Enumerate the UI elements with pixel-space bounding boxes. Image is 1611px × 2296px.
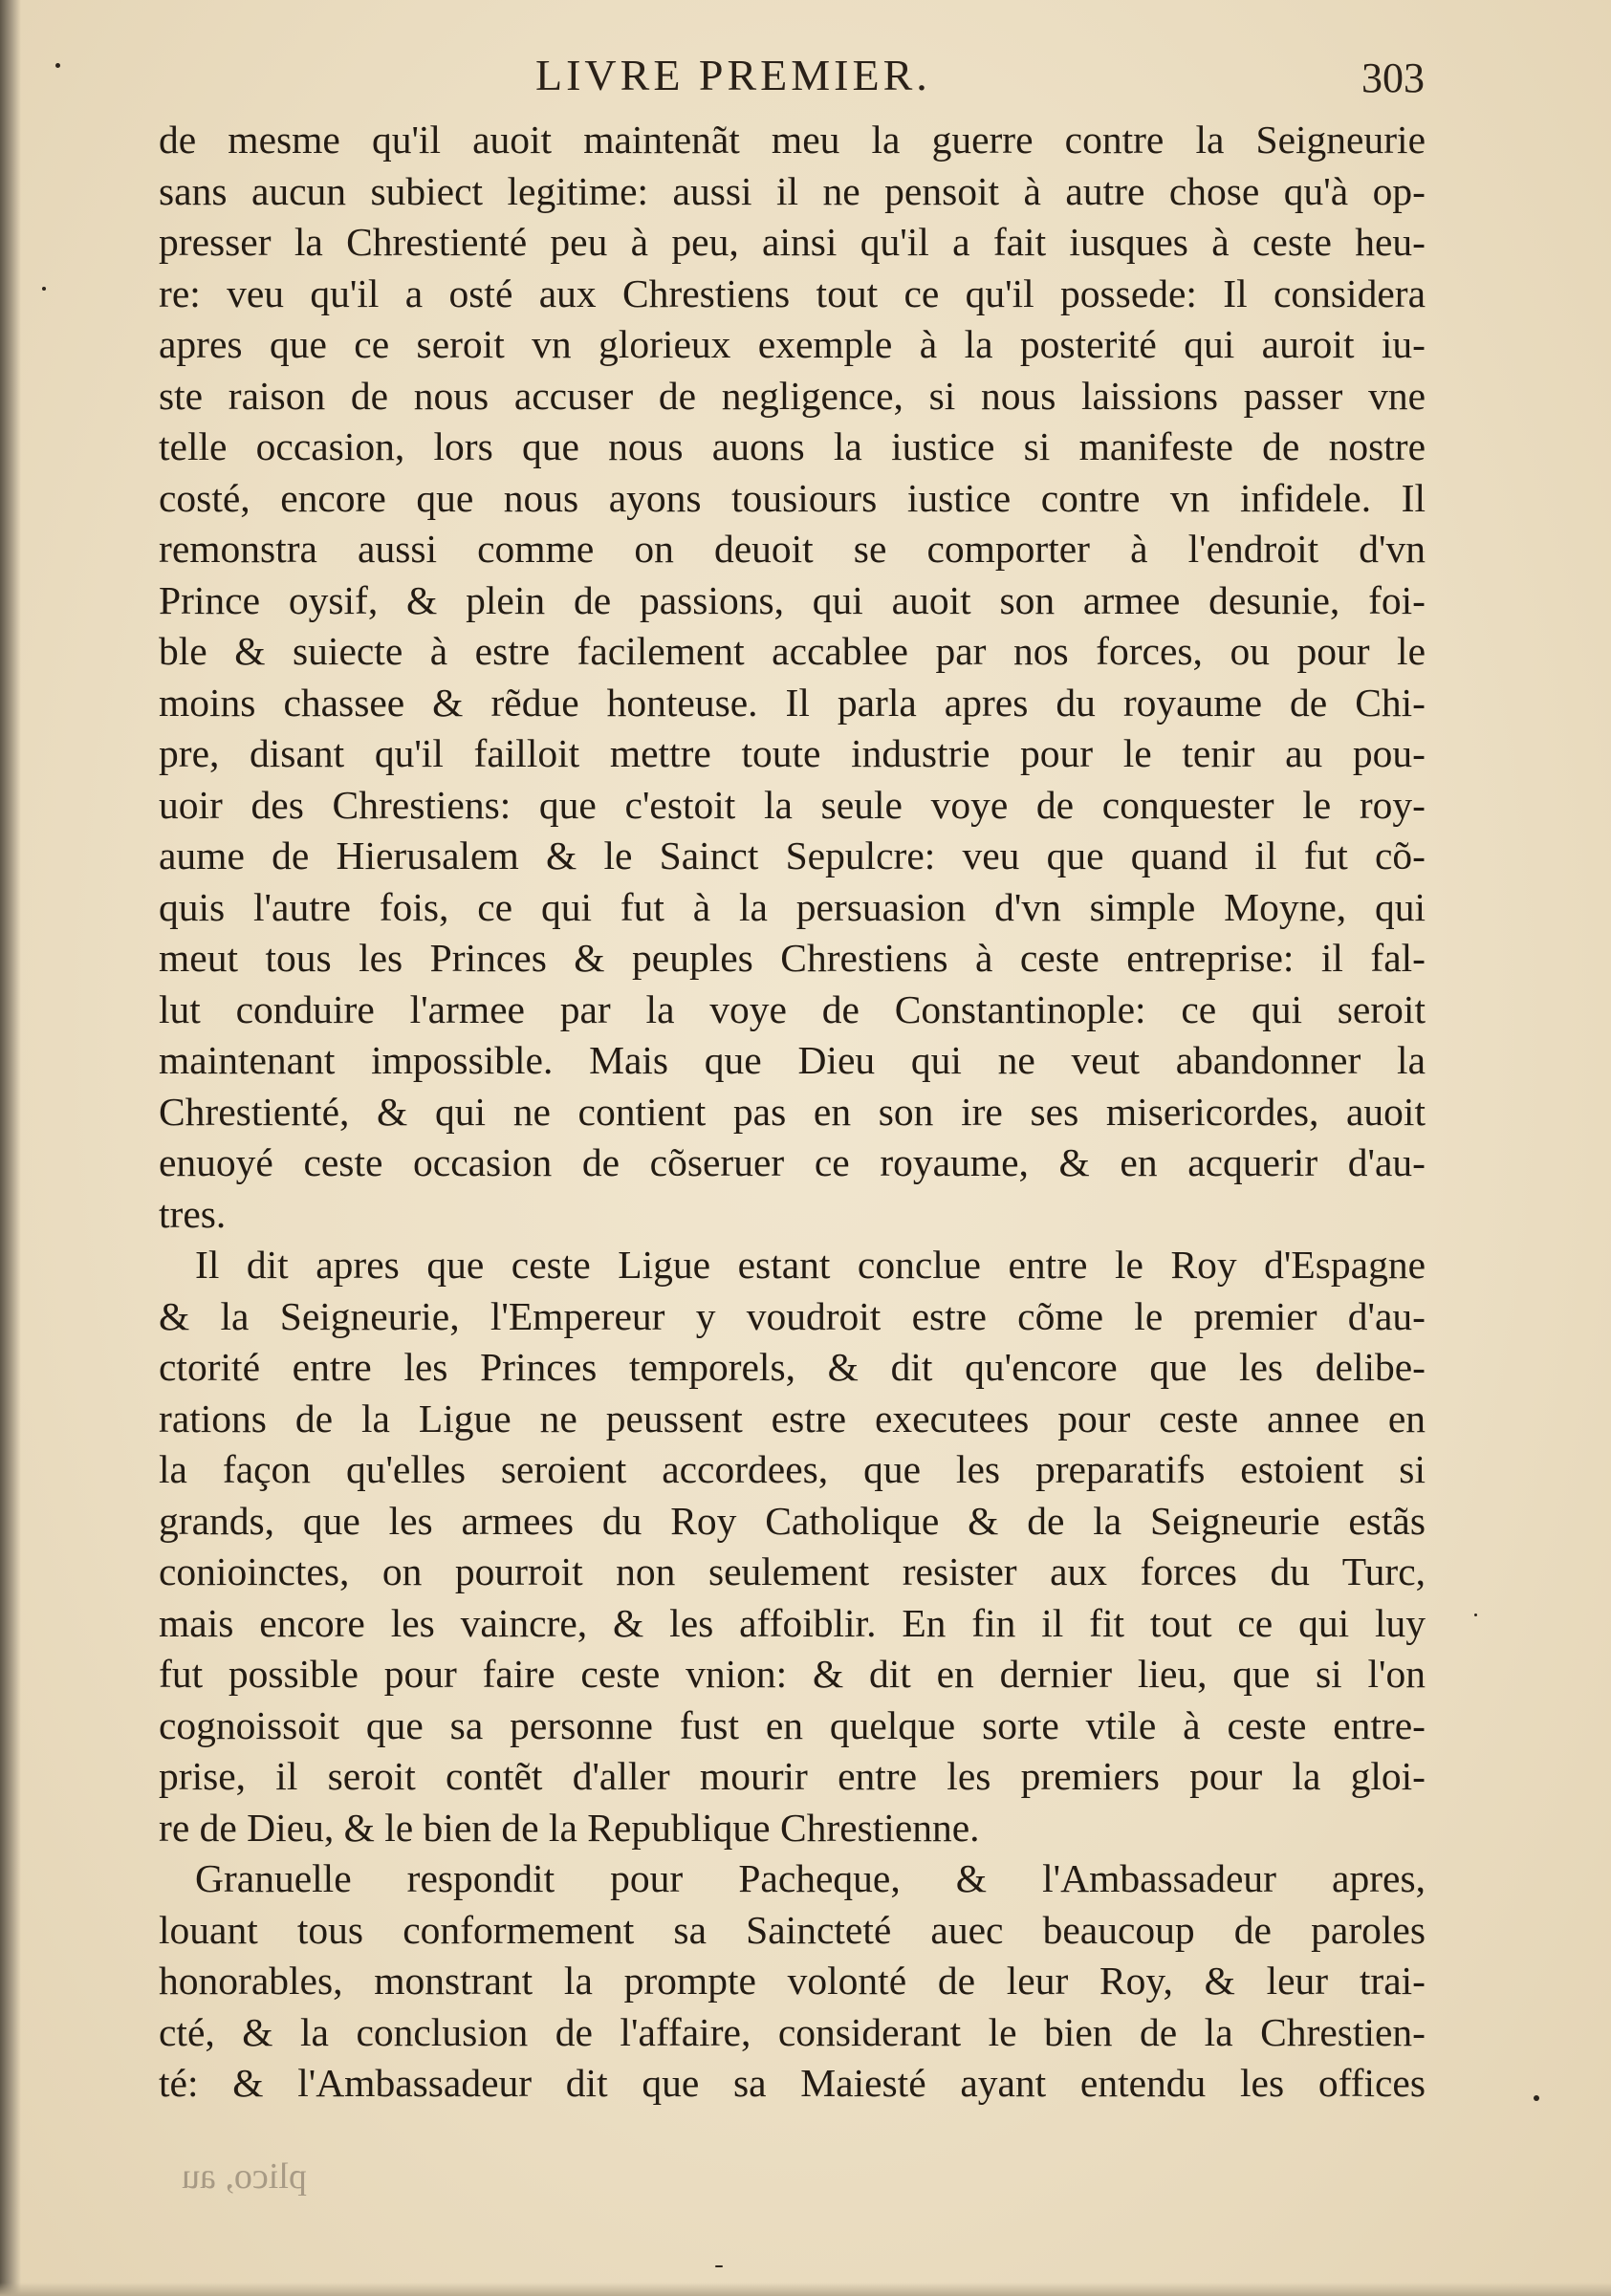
running-title: LIVRE PREMIER. — [535, 51, 931, 99]
paragraph-2 — [159, 1240, 1426, 1853]
text-line: fut possible pour faire ceste vnion: & dit en dernier lieu, que si l'on — [159, 1652, 1426, 1696]
text-line: presser la Chrestienté peu à peu, ainsi qu'il a fait iusques à ceste heu- — [159, 220, 1426, 264]
ink-speck — [715, 2265, 723, 2267]
text-line: costé, encore que nous ayons tousiours iustice contre vn infidele. Il — [159, 475, 1426, 520]
text-line: enuoyé ceste occasion de cõseruer ce royaume, & en acquerir d'au- — [159, 1140, 1426, 1184]
text-line: lut conduire l'armee par la voye de Constantinople: ce qui seroit — [159, 986, 1426, 1031]
text-line: pre, disant qu'il failloit mettre toute industrie pour le tenir au pou- — [159, 731, 1426, 775]
text-line: aume de Hierusalem & le Sainct Sepulcre: veu que quand il fut cõ- — [159, 834, 1426, 877]
text-line: honorables, monstrant la prompte volonté de leur Roy, & leur trai- — [159, 1959, 1426, 2003]
text-line: Il dit apres que ceste Ligue estant conclue entre le Roy d'Espagne — [195, 1243, 1426, 1287]
text-line: Prince oysif, & plein de passions, qui auoit son armee desunie, foi- — [159, 577, 1426, 622]
ink-speck — [42, 287, 46, 291]
bleed-through-catchword: plico, au — [182, 2156, 307, 2197]
text-line: remonstra aussi comme on deuoit se comporter à l'endroit d'vn — [159, 527, 1426, 571]
paragraph-3 — [159, 1853, 1426, 2110]
text-line: re de Dieu, & le bien de la Republique Chrestienne. — [159, 1805, 980, 1850]
ink-speck — [1474, 1614, 1477, 1616]
text-line: louant tous conformement sa Saincteté auec beaucoup de paroles — [159, 1907, 1426, 1952]
text-line: apres que ce seroit vn glorieux exemple à la posterité qui auroit iu- — [159, 322, 1426, 366]
text-line: tres. — [159, 1191, 227, 1236]
text-line: ste raison de nous accuser de negligence, si nous laissions passer vne — [159, 373, 1426, 418]
text-line: té: & l'Ambassadeur dit que sa Maiesté ayant entendu les offices — [159, 2061, 1426, 2105]
ink-speck — [55, 63, 60, 68]
text-line: re: veu qu'il a osté aux Chrestiens tout ce qu'il possede: Il considera — [159, 271, 1426, 315]
ink-speck — [1534, 2095, 1539, 2101]
text-line: cté, & la conclusion de l'affaire, considerant le bien de la Chrestien- — [159, 2009, 1426, 2054]
text-line: maintenant impossible. Mais que Dieu qui ne veut abandonner la — [159, 1038, 1426, 1082]
text-line: de mesme qu'il auoit maintenãt meu la guerre contre la Seigneurie — [159, 118, 1426, 162]
paragraph-1 — [159, 115, 1426, 1240]
text-line: mais encore les vaincre, & les affoiblir. En fin il fit tout ce qui luy — [159, 1600, 1426, 1645]
bottom-edge-shadow — [0, 2283, 1611, 2296]
body-text — [159, 115, 1426, 2132]
text-line: Granuelle respondit pour Pacheque, & l'Ambassadeur apres, — [195, 1856, 1426, 1900]
text-line: ctorité entre les Princes temporels, & dit qu'encore que les delibe- — [159, 1345, 1426, 1389]
text-line: ble & suiecte à estre facilement accablee par nos forces, ou pour le — [159, 629, 1426, 673]
text-line: quis l'autre fois, ce qui fut à la persuasion d'vn simple Moyne, qui — [159, 884, 1426, 929]
text-line: la façon qu'elles seroient accordees, que les preparatifs estoient si — [159, 1447, 1426, 1491]
page-header — [153, 50, 1434, 107]
text-line: Chrestienté, & qui ne contient pas en son ire ses misericordes, auoit — [159, 1089, 1426, 1134]
text-line: sans aucun subiect legitime: aussi il ne pensoit à autre chose qu'à op- — [159, 168, 1426, 213]
page-number: 303 — [1361, 54, 1425, 101]
text-line: moins chassee & rẽdue honteuse. Il parla apres du royaume de Chi- — [159, 680, 1426, 725]
text-line: prise, il seroit contẽt d'aller mourir entre les premiers pour la gloi- — [159, 1754, 1426, 1798]
text-line: telle occasion, lors que nous auons la iustice si manifeste de nostre — [159, 424, 1426, 468]
text-line: meut tous les Princes & peuples Chrestiens à ceste entreprise: il fal- — [159, 936, 1426, 980]
text-line: conioinctes, on pourroit non seulement resister aux forces du Turc, — [159, 1549, 1426, 1593]
text-line: uoir des Chrestiens: que c'estoit la seule voye de conquester le roy- — [159, 782, 1426, 827]
text-line: grands, que les armees du Roy Catholique & de la Seigneurie estãs — [159, 1498, 1426, 1543]
binding-shadow — [0, 0, 21, 2296]
text-line: rations de la Ligue ne peussent estre executees pour ceste annee en — [159, 1396, 1426, 1440]
text-line: & la Seigneurie, l'Empereur y voudroit estre cõme le premier d'au- — [159, 1293, 1426, 1338]
text-line: cognoissoit que sa personne fust en quelque sorte vtile à ceste entre- — [159, 1702, 1426, 1747]
